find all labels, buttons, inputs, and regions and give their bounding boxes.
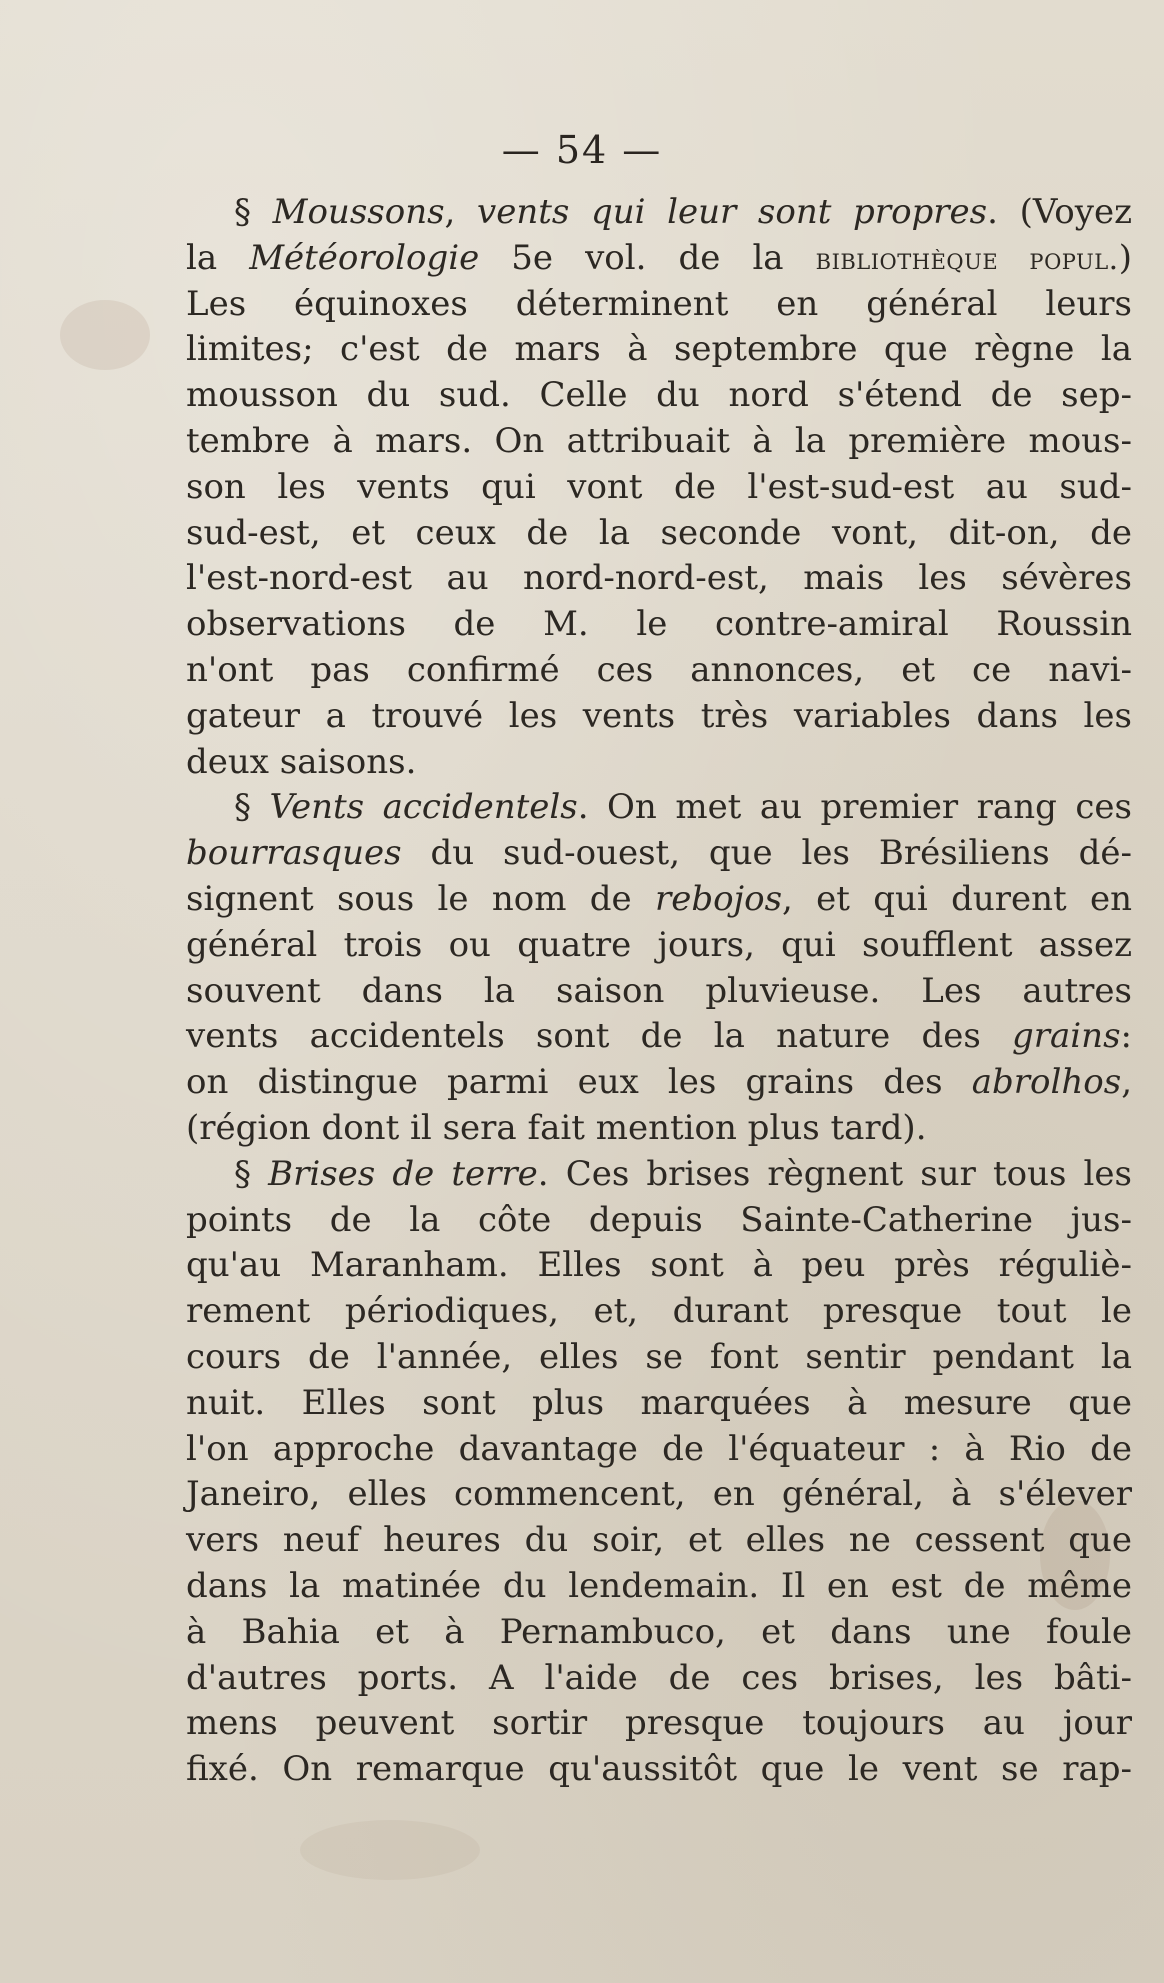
text-run: l'on approche davantage de l'équateur : à Rio de — [186, 1428, 1132, 1469]
text-line — [186, 1747, 1132, 1793]
text-run: dans la matinée du lendemain. Il en est de même — [186, 1565, 1132, 1606]
text-line — [186, 1381, 1132, 1427]
text-run: son les vents qui vont de l'est-sud-est au sud- — [186, 466, 1132, 507]
text-run: vents accidentels sont de la nature des — [186, 1016, 1013, 1057]
text-run: 5e vol. de la — [479, 237, 816, 278]
small-caps-text: bibliothèque popul. — [815, 241, 1119, 277]
text-line — [186, 1701, 1132, 1747]
text-run: . Ces brises règnent sur tous les — [537, 1153, 1132, 1194]
italic-text: grains — [1012, 1016, 1121, 1057]
text-run: , et qui durent en — [782, 878, 1132, 919]
paragraph — [186, 785, 1132, 1151]
text-line — [186, 190, 1132, 236]
text-line — [186, 740, 1132, 786]
text-line — [186, 831, 1132, 877]
text-run: (région dont il sera fait mention plus tard). — [186, 1107, 927, 1148]
text-run: n'ont pas confirmé ces annonces, et ce navi- — [186, 649, 1132, 690]
text-line — [186, 602, 1132, 648]
text-run: points de la côte depuis Sainte-Catherine jus- — [186, 1199, 1132, 1240]
text-line — [186, 511, 1132, 557]
text-line — [186, 969, 1132, 1015]
text-line — [186, 465, 1132, 511]
text-line — [186, 1518, 1132, 1564]
italic-text: Vents accidentels — [269, 787, 578, 828]
text-run: observations de M. le contre-amiral Roussin — [186, 604, 1132, 645]
text-line — [186, 1427, 1132, 1473]
text-run: § — [234, 192, 273, 232]
text-line — [186, 1564, 1132, 1610]
paper-stain — [60, 300, 150, 370]
text-line — [186, 877, 1132, 923]
italic-text: abrolhos — [971, 1062, 1122, 1103]
text-run: : — [1120, 1016, 1132, 1057]
text-run: sud-est, et ceux de la seconde vont, dit-on, de — [186, 512, 1132, 553]
text-line — [186, 556, 1132, 602]
italic-text: Moussons — [272, 192, 445, 232]
text-run: on distingue parmi eux les grains des — [186, 1062, 972, 1103]
text-line — [186, 1198, 1132, 1244]
text-line — [186, 923, 1132, 969]
text-line — [186, 282, 1132, 328]
text-run: mousson du sud. Celle du nord s'étend de sep- — [186, 375, 1132, 416]
text-line — [186, 1106, 1132, 1152]
text-run: signent sous le nom de — [186, 878, 655, 919]
text-run: . (Voyez — [987, 192, 1132, 232]
text-line — [186, 1610, 1132, 1656]
paragraph — [186, 1152, 1132, 1793]
text-run: l'est-nord-est au nord-nord-est, mais les sévères — [186, 558, 1132, 599]
italic-text: rebojos — [654, 878, 783, 919]
text-run: vers neuf heures du soir, et elles ne cessent que — [186, 1520, 1132, 1561]
text-line — [186, 694, 1132, 740]
text-run: d'autres ports. A l'aide de ces brises, les bâti- — [186, 1657, 1132, 1698]
text-run: Les équinoxes déterminent en général leurs — [186, 283, 1132, 324]
text-run: cours de l'année, elles se font sentir pendant la — [186, 1336, 1132, 1377]
text-line — [186, 373, 1132, 419]
text-run: gateur a trouvé les vents très variables dans les — [186, 695, 1132, 736]
italic-text: vents qui leur sont propres — [477, 192, 988, 232]
text-run: tembre à mars. On attribuait à la première mous- — [186, 420, 1132, 461]
text-line — [186, 236, 1132, 282]
text-line — [186, 327, 1132, 373]
text-line — [186, 1656, 1132, 1702]
text-line — [186, 1060, 1132, 1106]
text-run: , — [444, 192, 477, 232]
body-text — [186, 190, 1132, 1793]
text-run: la — [186, 237, 250, 278]
text-run: mens peuvent sortir presque toujours au jour — [186, 1703, 1132, 1744]
text-run: rement périodiques, et, durant presque tout le — [186, 1291, 1132, 1332]
text-run: à Bahia et à Pernambuco, et dans une foule — [186, 1611, 1132, 1652]
text-line — [186, 1152, 1132, 1198]
italic-text: Brises de terre — [268, 1153, 538, 1194]
text-run: , — [1121, 1062, 1132, 1103]
text-run: ) — [1118, 237, 1132, 278]
text-run: du sud-ouest, que les Brésiliens dé- — [401, 833, 1132, 874]
italic-text: bourrasques — [186, 833, 402, 874]
text-line — [186, 1014, 1132, 1060]
page-number: — 54 — — [501, 128, 663, 172]
paragraph — [186, 190, 1132, 785]
text-run: § — [234, 1153, 269, 1194]
paper-stain — [300, 1820, 480, 1880]
text-line — [186, 785, 1132, 831]
text-line — [186, 1243, 1132, 1289]
text-run: Janeiro, elles commencent, en général, à s'élever — [186, 1474, 1132, 1515]
text-run: fixé. On remarque qu'aussitôt que le vent se rap- — [186, 1749, 1132, 1790]
text-run: nuit. Elles sont plus marquées à mesure que — [186, 1382, 1132, 1423]
text-line — [186, 419, 1132, 465]
text-line — [186, 1335, 1132, 1381]
text-line — [186, 648, 1132, 694]
text-run: § — [234, 787, 270, 828]
text-run: qu'au Maranham. Elles sont à peu près réguliè- — [186, 1245, 1132, 1286]
text-line — [186, 1289, 1132, 1335]
text-run: général trois ou quatre jours, qui soufflent assez — [186, 924, 1132, 965]
text-run: deux saisons. — [186, 741, 417, 782]
text-run: limites; c'est de mars à septembre que règne la — [186, 329, 1132, 370]
text-line — [186, 1472, 1132, 1518]
italic-text: Météorologie — [249, 237, 480, 278]
text-run: souvent dans la saison pluvieuse. Les autres — [186, 970, 1132, 1011]
text-run: . On met au premier rang ces — [577, 787, 1132, 828]
